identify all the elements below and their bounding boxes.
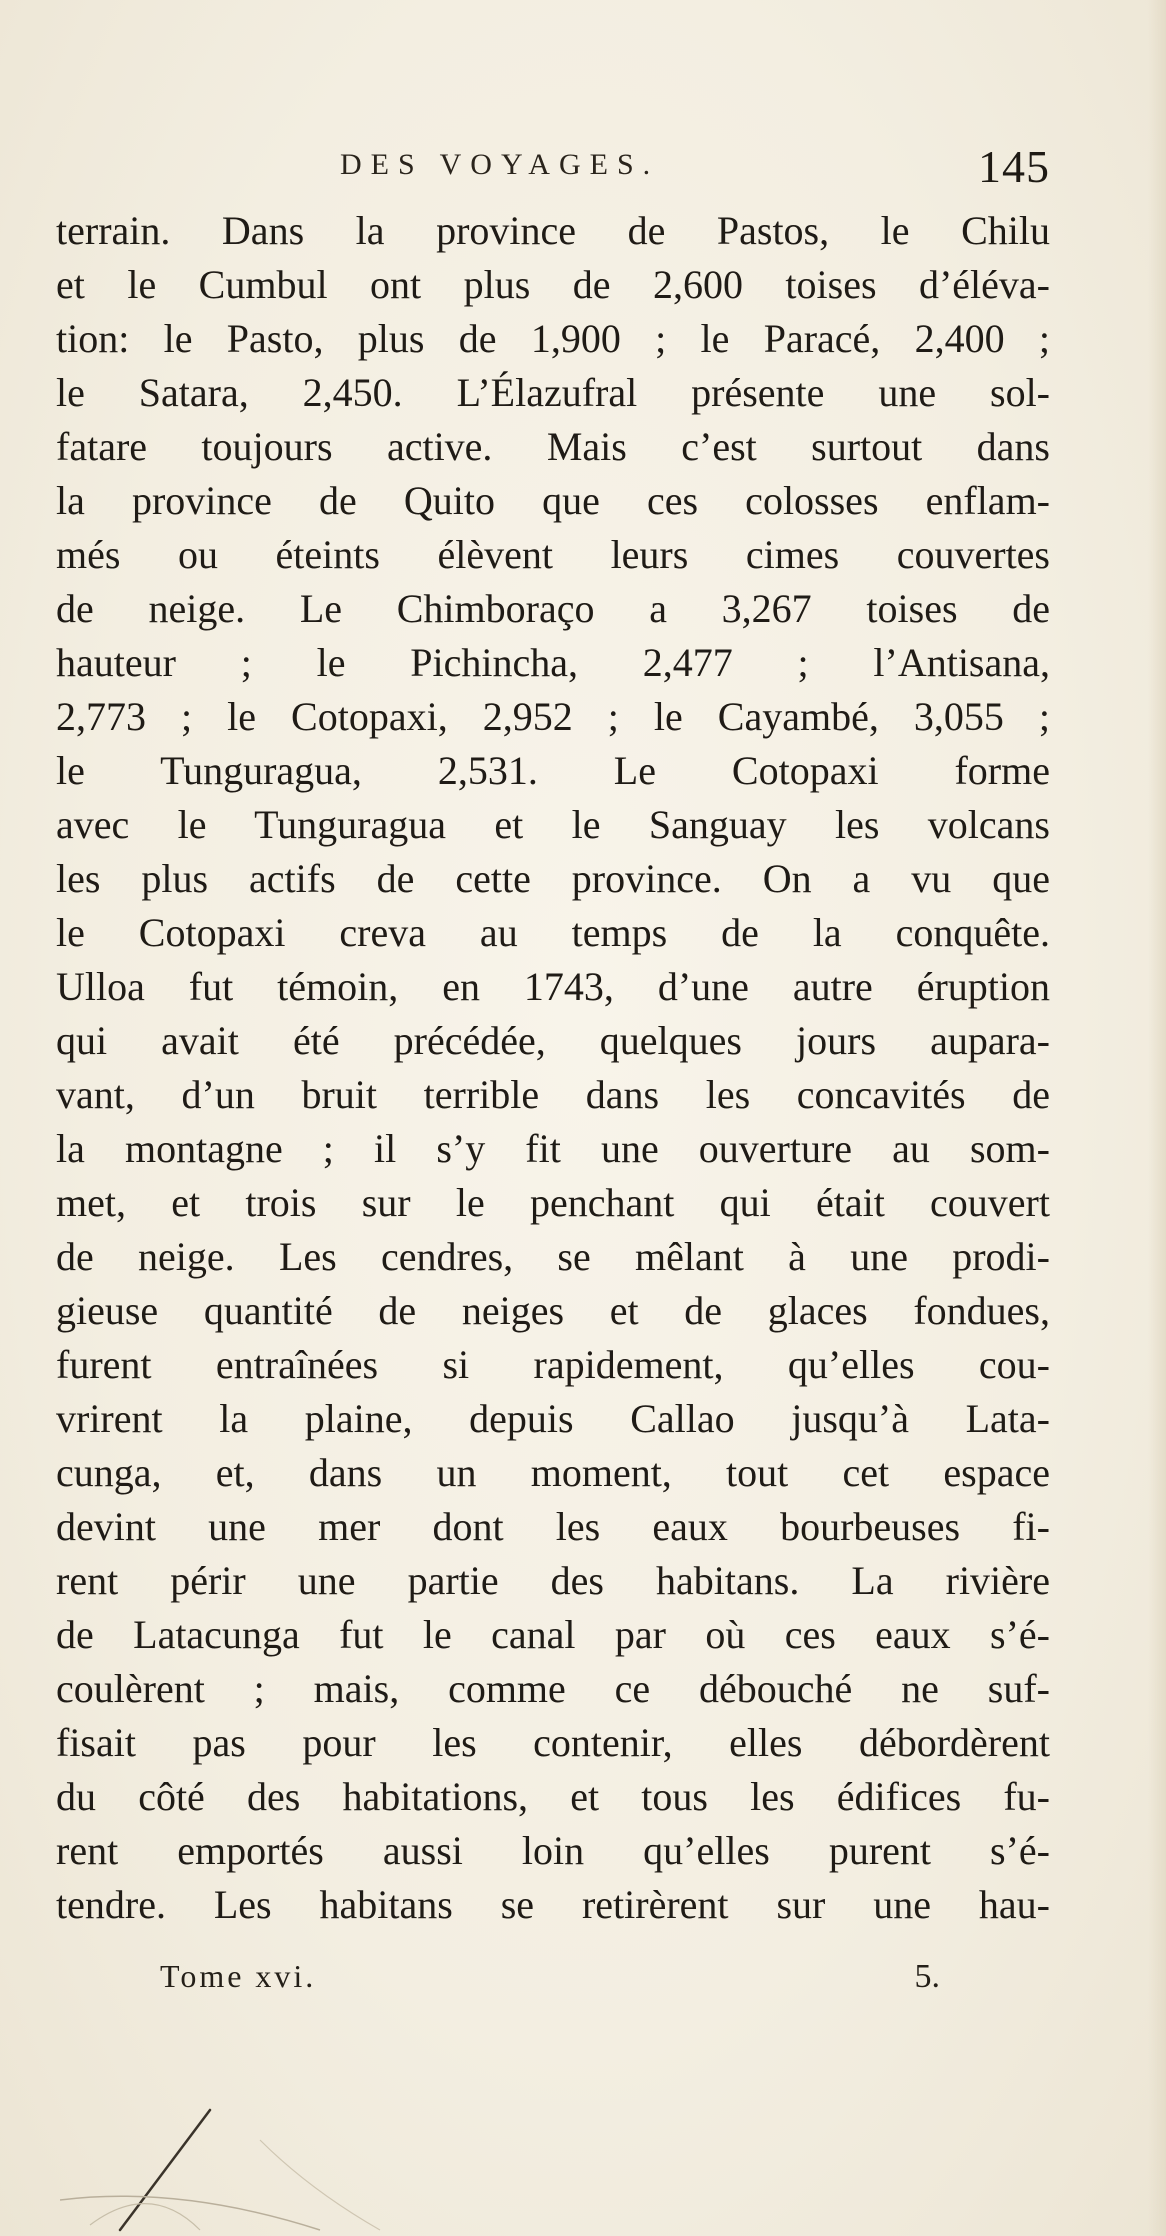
text-line: qui avait été précédée, quelques jours aupara- [56, 1018, 1050, 1063]
text-line: fisait pas pour les contenir, elles débordèrent [56, 1720, 1050, 1765]
text-line: rent emportés aussi loin qu’elles purent s’é- [56, 1828, 1050, 1873]
text-line: met, et trois sur le penchant qui était couvert [56, 1180, 1050, 1225]
text-line: més ou éteints élèvent leurs cimes couvertes [56, 532, 1050, 577]
text-line: tion: le Pasto, plus de 1,900 ; le Paracé, 2,400 ; [56, 316, 1050, 361]
page-edge-shadow [1148, 0, 1166, 2236]
text-line: terrain. Dans la province de Pastos, le Chilu [56, 208, 1050, 253]
page-header [60, 140, 1050, 200]
text-line: furent entraînées si rapidement, qu’elles cou- [56, 1342, 1050, 1387]
text-line: les plus actifs de cette province. On a vu que [56, 856, 1050, 901]
text-line: de Latacunga fut le canal par où ces eaux s’é- [56, 1612, 1050, 1657]
running-head: DES VOYAGES. [340, 148, 660, 181]
text-line: avec le Tunguragua et le Sanguay les volcans [56, 802, 1050, 847]
text-line: gieuse quantité de neiges et de glaces fondues, [56, 1288, 1050, 1333]
text-line: hauteur ; le Pichincha, 2,477 ; l’Antisana, [56, 640, 1050, 685]
body-text [56, 204, 1050, 1932]
text-line: de neige. Le Chimboraço a 3,267 toises de [56, 586, 1050, 631]
text-line: coulèrent ; mais, comme ce débouché ne suf- [56, 1666, 1050, 1711]
text-line: tendre. Les habitans se retirèrent sur une hau- [56, 1882, 1050, 1927]
text-line: de neige. Les cendres, se mêlant à une prodi- [56, 1234, 1050, 1279]
text-line: la montagne ; il s’y fit une ouverture au som- [56, 1126, 1050, 1171]
page-footer [160, 1958, 940, 2018]
gathering-mark: 5. [914, 1958, 940, 1995]
text-line: vant, d’un bruit terrible dans les concavités de [56, 1072, 1050, 1117]
text-line: le Cotopaxi creva au temps de la conquête. [56, 910, 1050, 955]
text-line: et le Cumbul ont plus de 2,600 toises d’éléva- [56, 262, 1050, 307]
text-line: la province de Quito que ces colosses enflam- [56, 478, 1050, 523]
text-line: vrirent la plaine, depuis Callao jusqu’à Lata- [56, 1396, 1050, 1441]
text-line: fatare toujours active. Mais c’est surtout dans [56, 424, 1050, 469]
text-line: cunga, et, dans un moment, tout cet espace [56, 1450, 1050, 1495]
page-number: 145 [978, 141, 1050, 192]
text-line: du côté des habitations, et tous les édifices fu- [56, 1774, 1050, 1819]
pen-stroke-mark [60, 2080, 420, 2236]
text-line: devint une mer dont les eaux bourbeuses fi- [56, 1504, 1050, 1549]
text-line: Ulloa fut témoin, en 1743, d’une autre éruption [56, 964, 1050, 1009]
text-line: rent périr une partie des habitans. La rivière [56, 1558, 1050, 1603]
text-line: 2,773 ; le Cotopaxi, 2,952 ; le Cayambé, 3,055 ; [56, 694, 1050, 739]
text-line: le Tunguragua, 2,531. Le Cotopaxi forme [56, 748, 1050, 793]
text-line: le Satara, 2,450. L’Élazufral présente une sol- [56, 370, 1050, 415]
volume-signature: Tome xvi. [160, 1958, 317, 1994]
